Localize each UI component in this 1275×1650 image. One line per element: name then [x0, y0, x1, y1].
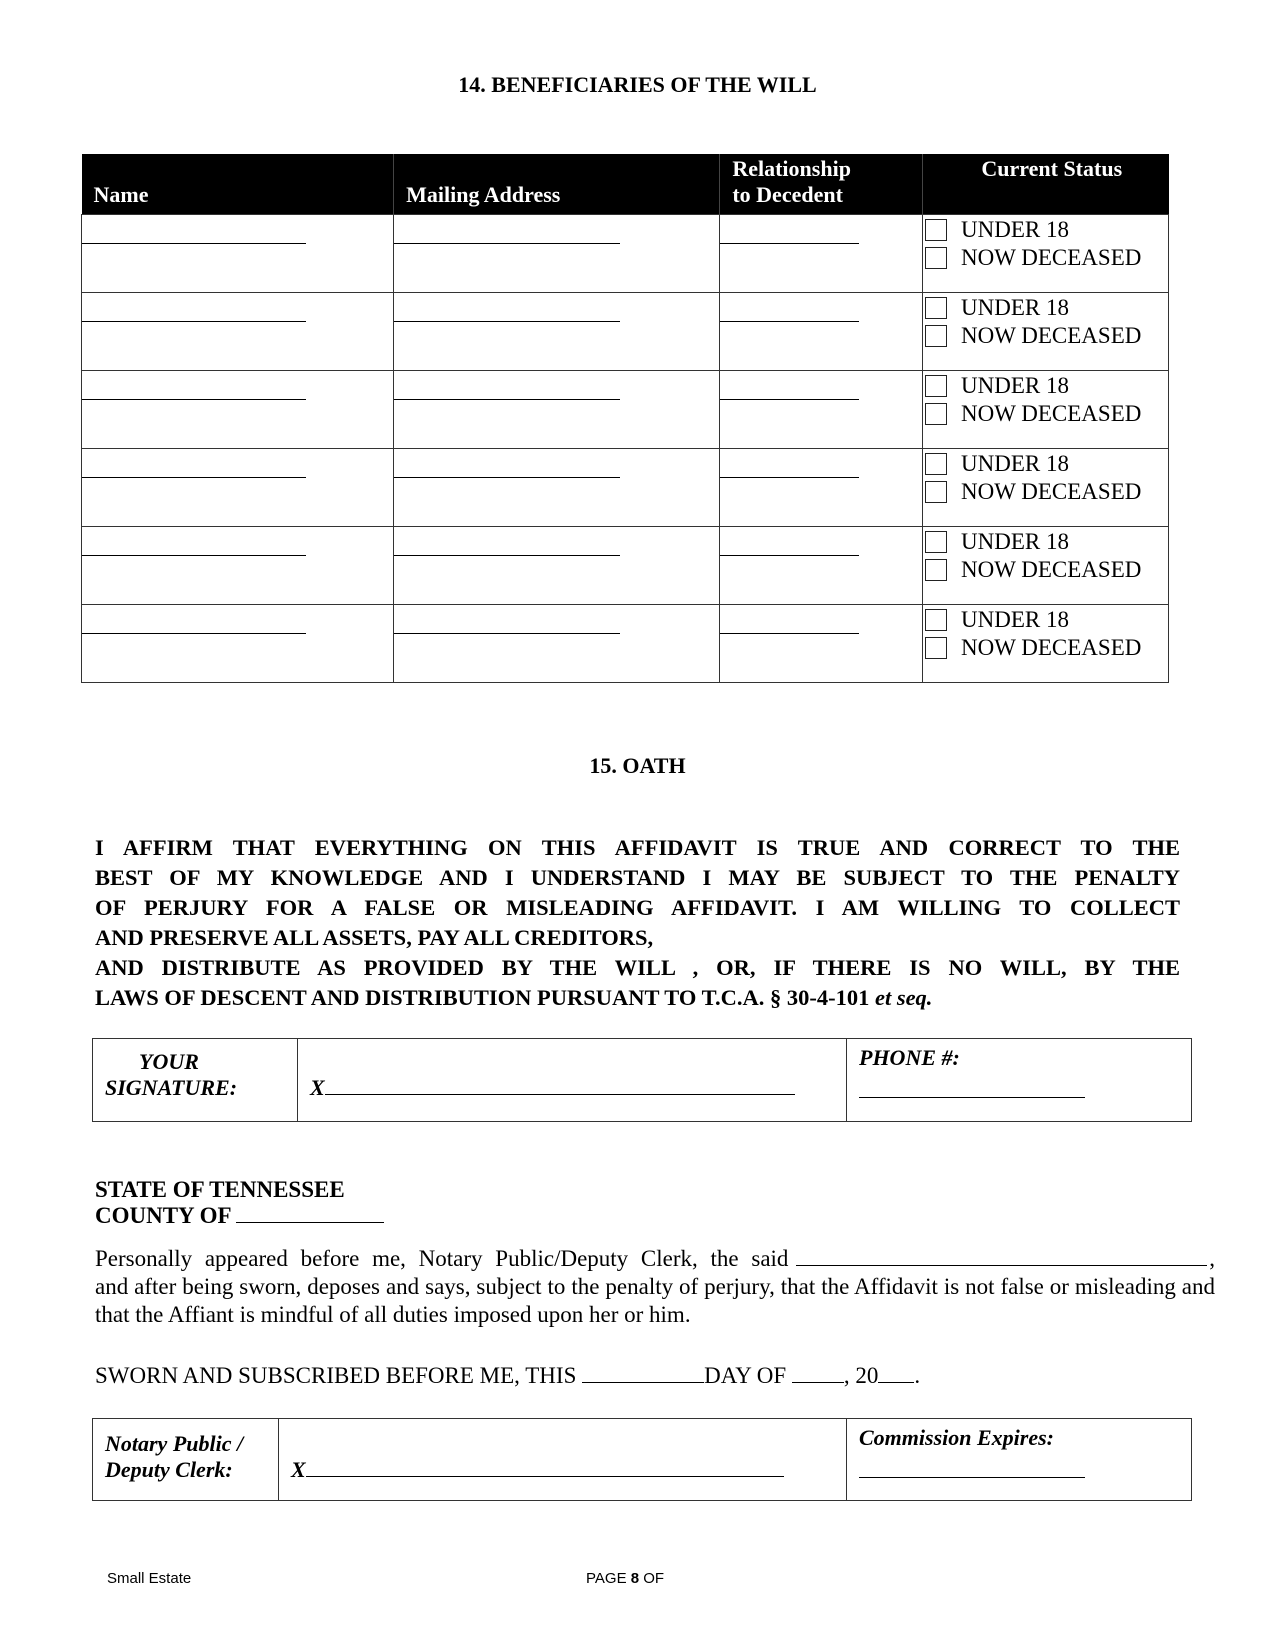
- address-field[interactable]: [394, 477, 620, 478]
- now-deceased-checkbox[interactable]: [925, 247, 947, 269]
- under-18-checkbox[interactable]: [925, 375, 947, 397]
- now-deceased-label: NOW DECEASED: [961, 245, 1142, 270]
- address-field[interactable]: [394, 321, 620, 322]
- now-deceased-label: NOW DECEASED: [961, 323, 1142, 348]
- header-relationship-line1: Relationship: [732, 156, 851, 181]
- name-field[interactable]: [82, 633, 306, 634]
- address-field[interactable]: [394, 555, 620, 556]
- notary-rest: and after being sworn, deposes and says, subject to the penalty of perjury, that the Affidavit is not false or misleading and that the Affiant is mindful of all duties imposed upon her or him.: [95, 1274, 1215, 1327]
- commission-label: Commission Expires:: [859, 1425, 1054, 1450]
- name-cell[interactable]: [82, 371, 394, 449]
- under-18-checkbox[interactable]: [925, 453, 947, 475]
- signature-cell[interactable]: [298, 1039, 847, 1121]
- under-18-checkbox[interactable]: [925, 297, 947, 319]
- name-cell[interactable]: [82, 449, 394, 527]
- under-18-option[interactable]: [923, 528, 1168, 556]
- notary-label: [93, 1419, 279, 1500]
- name-field[interactable]: [82, 477, 306, 478]
- notary-label-line1: Notary Public /: [105, 1431, 244, 1456]
- name-cell[interactable]: [82, 215, 394, 293]
- county-field[interactable]: [236, 1222, 384, 1223]
- oath-line: BEST OF MY KNOWLEDGE AND I UNDERSTAND I MAY BE SUBJECT TO THE PENALTY: [95, 865, 1180, 890]
- phone-field[interactable]: [859, 1097, 1085, 1098]
- name-cell[interactable]: [82, 293, 394, 371]
- now-deceased-label: NOW DECEASED: [961, 557, 1142, 582]
- page-suffix: OF: [643, 1570, 665, 1587]
- name-field[interactable]: [82, 555, 306, 556]
- under-18-label: UNDER 18: [961, 607, 1069, 632]
- table-row-5: [82, 527, 1169, 605]
- notary-intro: Personally appeared before me, Notary Public/Deputy Clerk, the said: [95, 1246, 789, 1271]
- section-15-title: 15. OATH: [589, 753, 686, 778]
- relationship-cell[interactable]: [720, 215, 923, 293]
- oath-line: I AFFIRM THAT EVERYTHING ON THIS AFFIDAVIT IS TRUE AND CORRECT TO THE: [95, 835, 1180, 860]
- under-18-label: UNDER 18: [961, 295, 1069, 320]
- venue-block: [95, 1177, 1215, 1229]
- under-18-option[interactable]: [923, 216, 1168, 244]
- header-current-status: Current Status: [923, 154, 1169, 215]
- address-field[interactable]: [394, 399, 620, 400]
- now-deceased-option[interactable]: [923, 478, 1168, 506]
- status-cell: [923, 293, 1169, 371]
- now-deceased-label: NOW DECEASED: [961, 635, 1142, 660]
- now-deceased-option[interactable]: [923, 400, 1168, 428]
- notary-line1: [95, 1245, 1215, 1273]
- page-number: 8: [630, 1570, 640, 1587]
- header-relationship: [720, 154, 923, 215]
- now-deceased-checkbox[interactable]: [925, 637, 947, 659]
- status-cell: [923, 215, 1169, 293]
- table-row-1: [82, 215, 1169, 293]
- now-deceased-label: NOW DECEASED: [961, 401, 1142, 426]
- under-18-option[interactable]: [923, 450, 1168, 478]
- under-18-label: UNDER 18: [961, 373, 1069, 398]
- commission-field[interactable]: [859, 1477, 1085, 1478]
- relationship-cell[interactable]: [720, 371, 923, 449]
- now-deceased-label: NOW DECEASED: [961, 479, 1142, 504]
- notary-signature-cell[interactable]: [279, 1419, 847, 1500]
- notary-box: [92, 1418, 1192, 1501]
- table-row-6: [82, 605, 1169, 683]
- footer-page-number: [586, 1570, 664, 1587]
- header-mailing-address: Mailing Address: [394, 154, 720, 215]
- county-line: [95, 1203, 1215, 1229]
- address-cell[interactable]: [394, 293, 720, 371]
- month-field[interactable]: [792, 1382, 844, 1383]
- under-18-label: UNDER 18: [961, 529, 1069, 554]
- name-field[interactable]: [82, 399, 306, 400]
- footer-doc-name: Small Estate: [107, 1570, 192, 1587]
- status-cell: [923, 371, 1169, 449]
- under-18-checkbox[interactable]: [925, 219, 947, 241]
- relationship-cell[interactable]: [720, 293, 923, 371]
- beneficiaries-table: [81, 154, 1169, 683]
- header-name: Name: [82, 154, 394, 215]
- notary-label-line2: Deputy Clerk:: [105, 1457, 233, 1482]
- oath-line-last: [95, 983, 1180, 1013]
- relationship-field[interactable]: [720, 633, 859, 634]
- page-prefix: PAGE: [586, 1570, 627, 1587]
- sworn-line: SWORN AND SUBSCRIBED BEFORE ME, THIS DAY OF , 20 .: [95, 1363, 921, 1388]
- now-deceased-checkbox[interactable]: [925, 559, 947, 581]
- oath-line: AND PRESERVE ALL ASSETS, PAY ALL CREDITORS,: [95, 925, 654, 950]
- citation-suffix: et seq.: [874, 985, 933, 1010]
- year-field[interactable]: [878, 1382, 914, 1383]
- signature-label-line1: YOUR: [139, 1049, 199, 1074]
- status-cell: [923, 449, 1169, 527]
- section-14-title: 14. BENEFICIARIES OF THE WILL: [458, 72, 817, 97]
- sworn-prefix: SWORN AND SUBSCRIBED BEFORE ME, THIS: [95, 1363, 577, 1388]
- now-deceased-option[interactable]: [923, 322, 1168, 350]
- name-cell[interactable]: [82, 527, 394, 605]
- status-cell: [923, 605, 1169, 683]
- notary-paragraph: [95, 1245, 1215, 1329]
- table-row-4: [82, 449, 1169, 527]
- table-header-row: [82, 154, 1169, 215]
- signature-label-line2: SIGNATURE:: [105, 1075, 238, 1100]
- now-deceased-option[interactable]: [923, 244, 1168, 272]
- relationship-cell[interactable]: [720, 527, 923, 605]
- now-deceased-checkbox[interactable]: [925, 325, 947, 347]
- comma: ,: [1209, 1246, 1215, 1271]
- table-row-2: [82, 293, 1169, 371]
- county-label: COUNTY OF: [95, 1203, 231, 1228]
- relationship-field[interactable]: [720, 243, 859, 244]
- relationship-field[interactable]: [720, 321, 859, 322]
- relationship-cell[interactable]: [720, 605, 923, 683]
- signature-x-mark: X: [310, 1075, 325, 1100]
- relationship-field[interactable]: [720, 399, 859, 400]
- address-field[interactable]: [394, 243, 620, 244]
- now-deceased-checkbox[interactable]: [925, 403, 947, 425]
- address-cell[interactable]: [394, 605, 720, 683]
- phone-label: PHONE #:: [859, 1045, 960, 1070]
- year-prefix: , 20: [843, 1363, 879, 1388]
- oath-line: OF PERJURY FOR A FALSE OR MISLEADING AFFIDAVIT. I AM WILLING TO COLLECT: [95, 895, 1180, 920]
- table-row-3: [82, 371, 1169, 449]
- day-field[interactable]: [582, 1382, 704, 1383]
- under-18-option[interactable]: [923, 372, 1168, 400]
- day-of-label: DAY OF: [704, 1363, 787, 1388]
- name-field[interactable]: [82, 243, 306, 244]
- address-cell[interactable]: [394, 527, 720, 605]
- phone-cell: [847, 1039, 1191, 1121]
- under-18-option[interactable]: [923, 606, 1168, 634]
- address-field[interactable]: [394, 633, 620, 634]
- now-deceased-checkbox[interactable]: [925, 481, 947, 503]
- name-cell[interactable]: [82, 605, 394, 683]
- under-18-label: UNDER 18: [961, 217, 1069, 242]
- notary-signature-field[interactable]: [306, 1476, 784, 1477]
- relationship-field[interactable]: [720, 555, 859, 556]
- relationship-field[interactable]: [720, 477, 859, 478]
- now-deceased-option[interactable]: [923, 634, 1168, 662]
- commission-cell: [847, 1419, 1191, 1500]
- oath-paragraph: [95, 833, 1180, 1013]
- under-18-checkbox[interactable]: [925, 609, 947, 631]
- status-cell: [923, 527, 1169, 605]
- signature-label: [93, 1039, 298, 1121]
- address-cell[interactable]: [394, 215, 720, 293]
- oath-line-text: LAWS OF DESCENT AND DISTRIBUTION PURSUANT TO T.C.A. § 30-4-101: [95, 985, 875, 1010]
- address-cell[interactable]: [394, 449, 720, 527]
- notary-x-mark: X: [291, 1457, 306, 1482]
- name-field[interactable]: [82, 321, 306, 322]
- under-18-checkbox[interactable]: [925, 531, 947, 553]
- under-18-option[interactable]: [923, 294, 1168, 322]
- relationship-cell[interactable]: [720, 449, 923, 527]
- signature-box: [92, 1038, 1192, 1122]
- affiant-name-field[interactable]: [796, 1265, 1207, 1266]
- oath-line: AND DISTRIBUTE AS PROVIDED BY THE WILL , OR, IF THERE IS NO WILL, BY THE: [95, 955, 1180, 980]
- under-18-label: UNDER 18: [961, 451, 1069, 476]
- now-deceased-option[interactable]: [923, 556, 1168, 584]
- state-label: STATE OF TENNESSEE: [95, 1177, 345, 1202]
- header-relationship-line2: to Decedent: [732, 182, 843, 207]
- signature-field[interactable]: [325, 1094, 795, 1095]
- address-cell[interactable]: [394, 371, 720, 449]
